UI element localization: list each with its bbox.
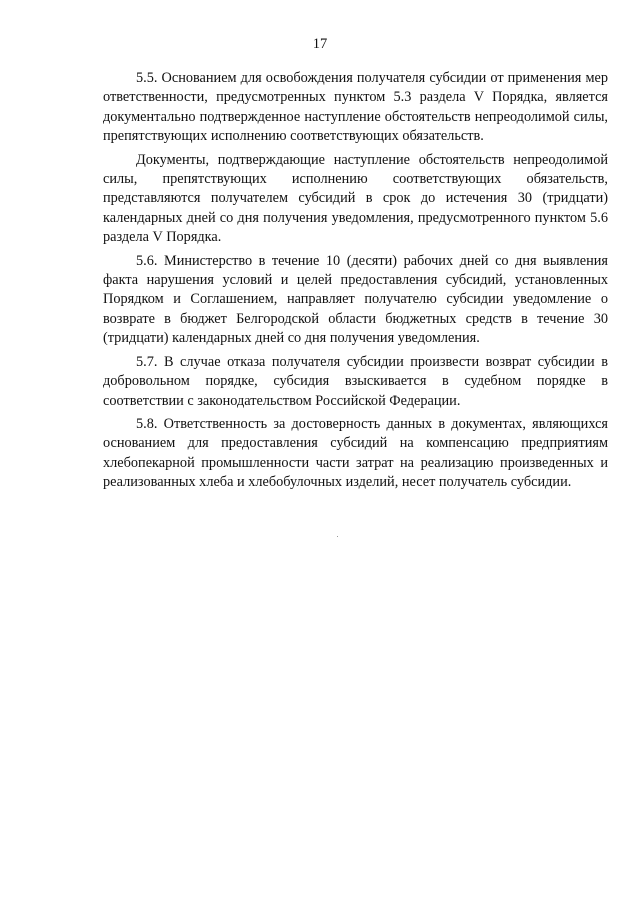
paragraph-force-majeure-documents: Документы, подтверждающие наступление обстоятельств непреодолимой силы, препятствующих исполнению соответствующих обязательств, представляются получателем субсидий в срок до истечения 30 (тридцати) календарных дней со дня получения уведомления, предусмотренного пунктом 5.6 раздела V Порядка. xyxy=(103,151,608,246)
paragraph-5-5: 5.5. Основанием для освобождения получателя субсидии от применения мер ответственности, предусмотренных пунктом 5.3 раздела V Порядка, является документально подтвержденное наступление обстоятельств непреодолимой силы, препятствующих исполнению соответствующих обязательств. xyxy=(103,70,608,145)
paragraph-5-6: 5.6. Министерство в течение 10 (десяти) рабочих дней со дня выявления факта нарушения условий и целей предоставления субсидий, установленных Порядком и Соглашением, направляет получателю субсидии уведомление о возврате в бюджет Белгородской области бюджетных средств в течение 30 (тридцати) календарных дней со дня получения уведомления. xyxy=(103,252,608,347)
paragraph-5-7: 5.7. В случае отказа получателя субсидии произвести возврат субсидии в добровольном порядке, субсидия взыскивается в судебном порядке в соответствии с законодательством Российской Федерации. xyxy=(103,353,608,409)
page-number: 17 xyxy=(312,36,328,52)
scan-speck xyxy=(337,536,338,537)
document-body xyxy=(103,69,608,497)
paragraph-5-8: 5.8. Ответственность за достоверность данных в документах, являющихся основанием для предоставления субсидий на компенсацию предприятиям хлебопекарной промышленности части затрат на реализацию произведенных и реализованных хлеба и хлебобулочных изделий, несет получатель субсидии. xyxy=(103,415,608,491)
